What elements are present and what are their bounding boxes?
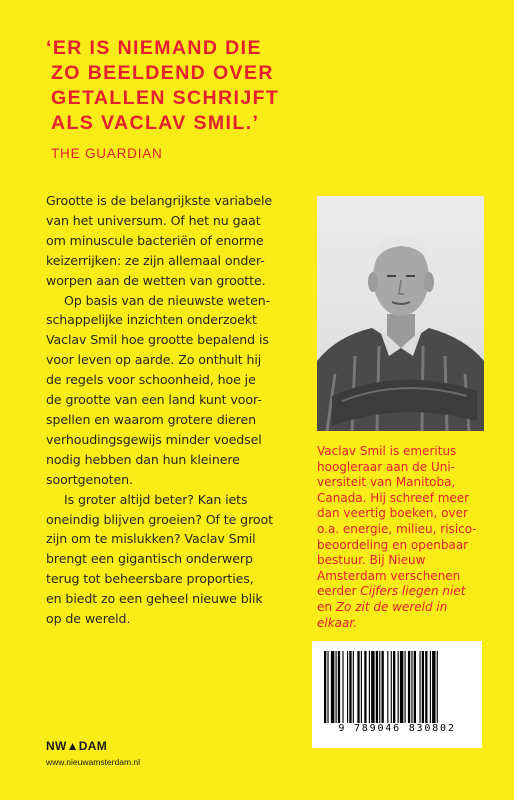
barcode-bar (376, 651, 378, 723)
blurb-line: en biedt zo een geheel nieuwe blik (46, 591, 263, 607)
blurb-line: soortgenoten. (46, 471, 133, 487)
blurb-line: verhoudingsgewijs minder voedsel (46, 431, 262, 447)
barcode-bar (391, 651, 392, 723)
bio-line: bestuur. Bij Nieuw (317, 553, 426, 568)
bio-line: beoordeling en openbaar (317, 537, 469, 552)
barcode-bar (400, 651, 403, 723)
barcode-bar (347, 651, 348, 723)
barcode-bar (387, 651, 388, 723)
barcode-bar (405, 651, 406, 723)
barcode-bar (432, 651, 435, 723)
bio-line: Amsterdam verschenen (317, 568, 461, 583)
barcode-bar (408, 651, 410, 723)
blurb-line: de grootte van een land kunt voor- (46, 392, 262, 408)
book-title: Cijfers liegen niet (360, 584, 466, 599)
bio-line (317, 600, 492, 616)
blurb-line: Op basis van de nieuwste weten- (64, 292, 271, 308)
blurb-line: schappelijke inzichten onderzoekt (46, 312, 257, 328)
blurb-line: terug tot beheersbare proporties, (46, 571, 254, 587)
author-portrait-icon (317, 196, 484, 431)
barcode-bar (338, 651, 340, 723)
blurb-line: worpen aan de wetten van grootte. (46, 272, 266, 288)
bio-line: o.a. energie, milieu, risico- (317, 521, 477, 536)
barcode-bar (393, 651, 395, 723)
barcode-bar (419, 651, 420, 723)
barcode-bar (414, 651, 416, 723)
blurb-line: nodig hebben dan hun kleinere (46, 451, 240, 467)
isbn-number: 9 789046 830802 (338, 723, 456, 734)
blurb-line: op de wereld. (46, 611, 131, 627)
barcode-bar (379, 651, 380, 723)
quote-line: ALS VACLAV SMIL.’ (51, 112, 260, 134)
bio-line: hoogleraar aan de Uni- (317, 459, 456, 474)
barcode (312, 641, 482, 748)
barcode-bar (331, 651, 334, 723)
barcode-bar (437, 651, 438, 723)
blurb-line: spellen en waarom grotere dieren (46, 411, 256, 427)
blurb-line: van het universum. Of het nu gaat (46, 212, 261, 228)
blurb-line: zijn om te mislukken? Vaclav Smil (46, 531, 256, 547)
barcode-bar (357, 651, 359, 723)
blurb-line: keizerrijken: ze zijn allemaal onder- (46, 252, 265, 268)
barcode-bar (342, 651, 343, 723)
quote-line: ZO BEELDEND OVER (51, 62, 274, 84)
blurb-line: brengt een gigantisch onderwerp (46, 551, 253, 567)
author-photo (317, 196, 484, 431)
blurb-line: Vaclav Smil hoe grootte bepalend is (46, 332, 269, 348)
barcode-bar (361, 651, 362, 723)
blurb-text (46, 191, 316, 629)
bio-line: Vaclav Smil is emeritus (317, 444, 457, 458)
barcode-bar (411, 651, 412, 723)
blurb-line: Grootte is de belangrijkste variabele (46, 193, 273, 208)
bio-line: Canada. Hij schreef meer (317, 490, 470, 505)
barcode-bar (349, 651, 351, 723)
book-title: Zo zit de wereld in (335, 599, 448, 614)
bio-text: eerder (317, 584, 361, 599)
barcode-bar (369, 651, 370, 723)
barcode-bar (382, 651, 384, 723)
blurb-line: voor leven op aarde. Zo onthult hij (46, 352, 262, 368)
barcode-bar (324, 651, 326, 723)
quote-line: GETALLEN SCHRIJFT (51, 87, 280, 109)
bio-line (317, 584, 492, 600)
bio-text: en (317, 599, 336, 614)
bio-line: versiteit van Manitoba, (317, 475, 456, 490)
barcode-bar (422, 651, 424, 723)
book-title: elkaar. (317, 615, 358, 630)
blurb-line: oneindig blijven groeien? Of te groot (46, 511, 273, 527)
blurb-line: Is groter altijd beter? Kan iets (64, 491, 248, 507)
barcode-bar (353, 651, 354, 723)
bio-line: dan veertig boeken, over (317, 506, 468, 521)
quote-line: ‘ER IS NIEMAND DIE (46, 37, 262, 59)
barcode-bar (336, 651, 337, 723)
publisher-logo: NW▲DAM (46, 739, 107, 753)
barcode-bar (371, 651, 374, 723)
publisher-url[interactable]: www.nieuwamsterdam.nl (46, 757, 141, 767)
blurb-line: om minuscule bacteriën of enorme (46, 232, 264, 248)
author-bio (317, 444, 492, 631)
barcode-bar (327, 651, 328, 723)
barcode-bars (322, 651, 472, 723)
quote-source: THE GUARDIAN (51, 146, 163, 161)
barcode-bar (430, 651, 431, 723)
barcode-bar (398, 651, 399, 723)
barcode-bar (364, 651, 366, 723)
cover-quote (46, 36, 486, 136)
blurb-line: de regels voor schoonheid, hoe je (46, 372, 256, 388)
bio-line (317, 616, 492, 632)
barcode-bar (425, 651, 427, 723)
